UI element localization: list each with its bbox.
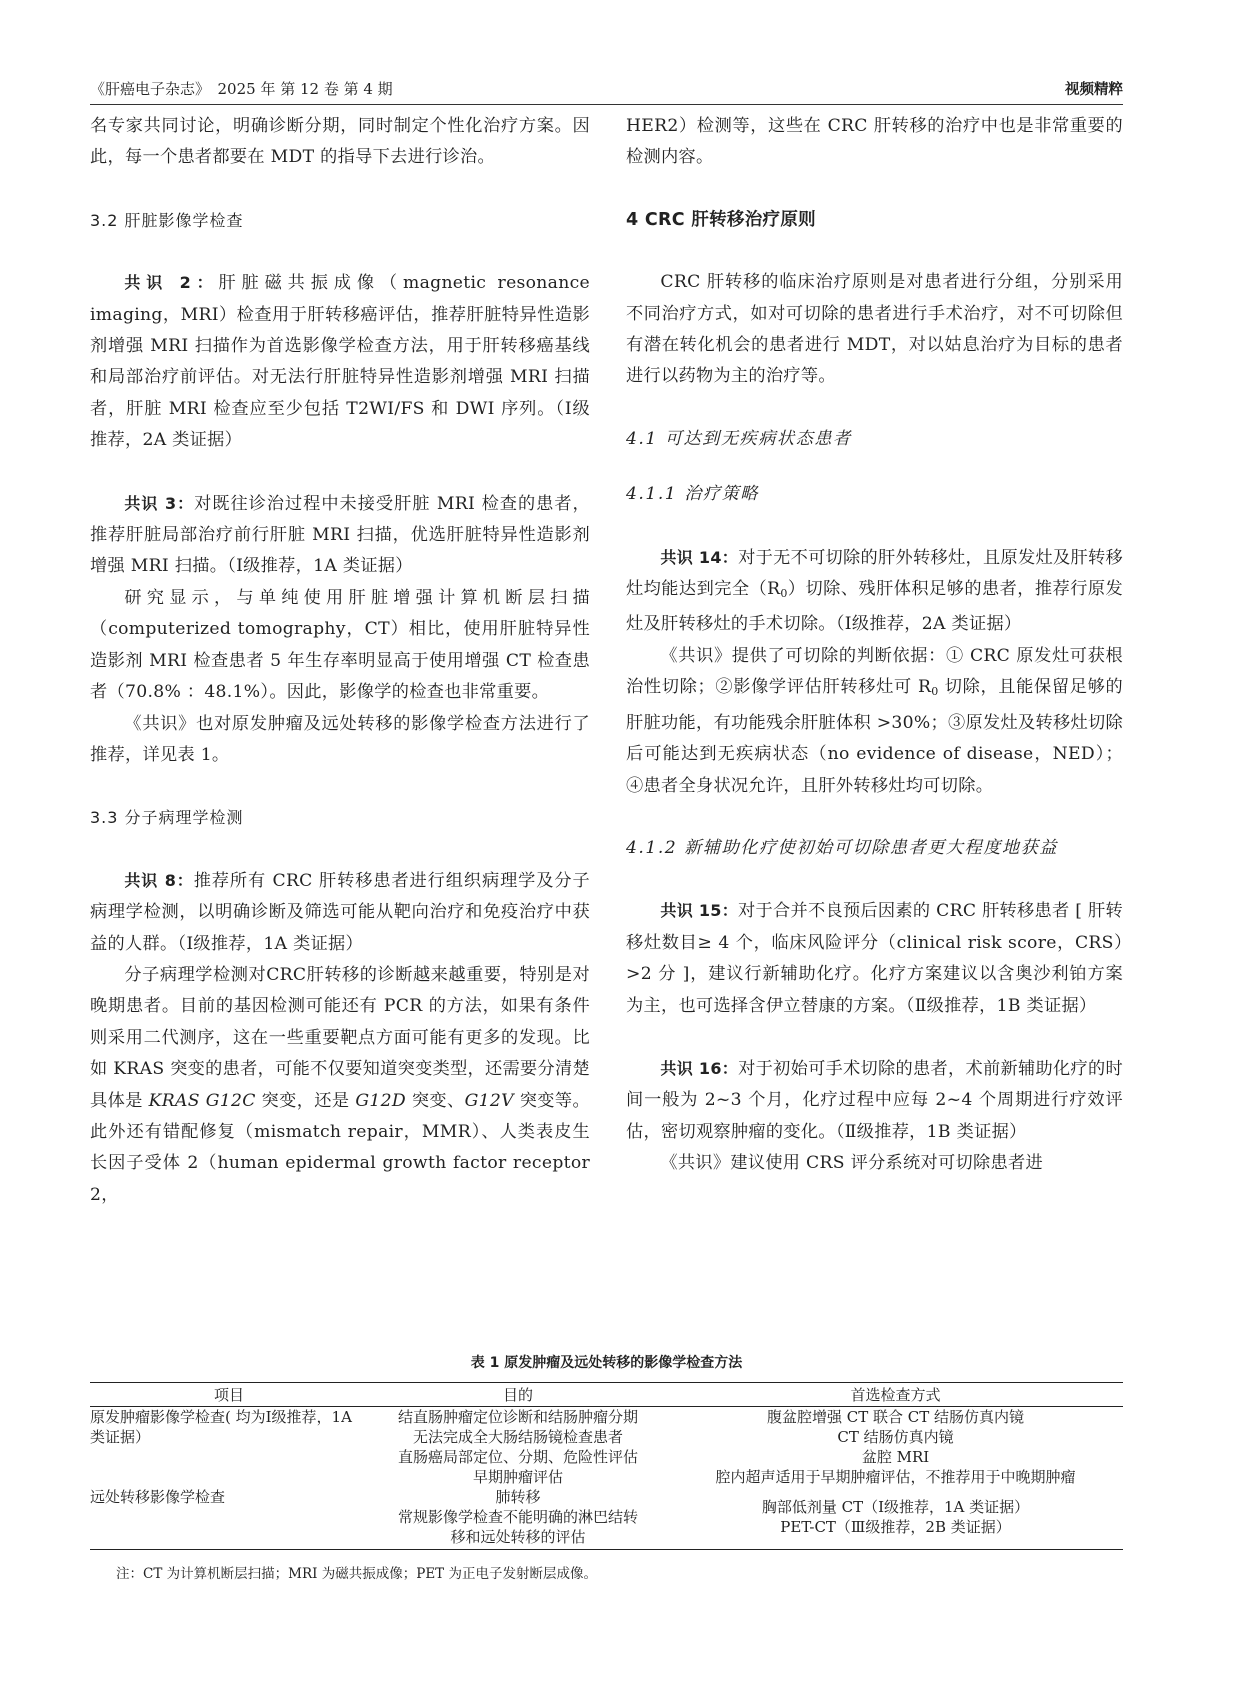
consensus-3-text: 对既往诊治过程中未接受肝脏 MRI 检查的患者，推荐肝脏局部治疗前行肝脏 MRI 扫描，优选肝脏特异性造影剂增强 MRI 扫描。（Ⅰ级推荐，1A 类证据） bbox=[90, 493, 590, 577]
table-row bbox=[90, 1407, 1123, 1488]
method-line: CT 结肠仿真内镜 bbox=[837, 1428, 954, 1446]
molecular-text-1: 分子病理学检测对CRC肝转移的诊断越来越重要，特别是对晚期患者。目前的基因检测可能还有 PCR 的方法，如果有条件则采用二代测序，这在一些重要靶点方面可能有更多的发现。比如 KRAS 突变的患者，可能不仅要知道突变类型，还需要分清楚具体是 bbox=[90, 964, 590, 1111]
purpose-line: 移和远处转移的评估 bbox=[450, 1528, 586, 1546]
method-line: 腹盆腔增强 CT 联合 CT 结肠仿真内镜 bbox=[766, 1408, 1025, 1426]
r0-subscript-2: 0 bbox=[931, 685, 939, 699]
heading-4-1: 4.1 可达到无疾病状态患者 bbox=[626, 428, 852, 449]
consensus-2 bbox=[90, 267, 590, 456]
section-label: 视频精粹 bbox=[1065, 82, 1123, 98]
purpose-line: 常规影像学检查不能明确的淋巴结转 bbox=[397, 1508, 638, 1526]
consensus-3 bbox=[90, 488, 590, 583]
paragraph-resectability bbox=[626, 641, 1123, 802]
consensus-8-label: 共识 8： bbox=[124, 870, 194, 890]
consensus-14-text-b: ）切除、残肝体积足够的患者，推荐行原发灶及肝转移灶的手术切除。（Ⅰ级推荐，2A 类证据） bbox=[626, 579, 1123, 635]
table-1 bbox=[90, 1352, 1123, 1582]
method-line: 盆腔 MRI bbox=[861, 1448, 930, 1466]
resect-text-a: 《共识》提供了可切除的判断依据：① CRC 原发灶可获根治性切除；②影像学评估肝转移灶可 R bbox=[626, 645, 1123, 698]
purpose-line: 直肠癌局部定位、分期、危险性评估 bbox=[397, 1448, 638, 1466]
consensus-8-text: 推荐所有 CRC 肝转移患者进行组织病理学及分子病理学检测，以明确诊断及筛选可能从靶向治疗和免疫治疗中获益的人群。（Ⅰ级推荐，1A 类证据） bbox=[90, 870, 590, 954]
consensus-15 bbox=[626, 895, 1123, 1022]
paragraph-table-ref: 《共识》也对原发肿瘤及远处转移的影像学检查方法进行了推荐，详见表 1。 bbox=[90, 713, 590, 765]
method-line: PET-CT（Ⅲ级推荐，2B 类证据） bbox=[780, 1518, 1011, 1536]
table-note: 注：CT 为计算机断层扫描；MRI 为磁共振成像；PET 为正电子发射断层成像。 bbox=[116, 1566, 597, 1582]
molecular-text-3: 突变、 bbox=[405, 1090, 465, 1111]
consensus-2-label: 共识 2： bbox=[124, 273, 219, 293]
consensus-8 bbox=[90, 865, 590, 960]
journal-info: 《肝癌电子杂志》 2025 年 第 12 卷 第 4 期 bbox=[90, 80, 393, 98]
cell-item: 原发肿瘤影像学检查( 均为Ⅰ级推荐，1A 类证据） bbox=[90, 1408, 352, 1446]
consensus-15-text: 对于合并不良预后因素的 CRC 肝转移患者 [ 肝转移灶数目≥ 4 个，临床风险评分（clinical risk score，CRS）>2 分 ]，建议行新辅助化疗。化疗方案建议以含奥沙利铂方案为主，也可选择含伊立替康的方案。（Ⅱ级推荐，1B 类证据） bbox=[626, 901, 1124, 1016]
header-purpose: 目的 bbox=[368, 1383, 668, 1407]
heading-3-2: 3.2 肝脏影像学检查 bbox=[90, 210, 244, 230]
cell-item: 远处转移影像学检查 bbox=[90, 1487, 368, 1550]
method-line: 腔内超声适用于早期肿瘤评估，不推荐用于中晚期肿瘤 bbox=[715, 1468, 1076, 1486]
consensus-14-text-a: 对于无不可切除的肝外转移灶，且原发灶及肝转移灶均能达到完全（R bbox=[626, 547, 1123, 600]
purpose-line: 早期肿瘤评估 bbox=[472, 1468, 563, 1486]
header-item: 项目 bbox=[90, 1383, 368, 1407]
left-column bbox=[90, 111, 590, 1211]
kras-g12c-term: KRAS G12C bbox=[148, 1090, 256, 1111]
cell-purpose bbox=[368, 1487, 668, 1550]
consensus-16-label: 共识 16： bbox=[660, 1058, 739, 1078]
heading-4-1-1: 4.1.1 治疗策略 bbox=[626, 484, 759, 505]
consensus-14 bbox=[626, 542, 1123, 641]
table-header-row bbox=[90, 1383, 1123, 1407]
imaging-table bbox=[90, 1382, 1123, 1550]
molecular-text-2: 突变，还是 bbox=[255, 1090, 356, 1111]
table-caption: 表 1 原发肿瘤及远处转移的影像学检查方法 bbox=[470, 1355, 743, 1371]
paragraph-crs: 《共识》建议使用 CRS 评分系统对可切除患者进 bbox=[660, 1153, 1043, 1174]
purpose-line: 无法完成全大肠结肠镜检查患者 bbox=[412, 1428, 623, 1446]
heading-4: 4 CRC 肝转移治疗原则 bbox=[626, 209, 816, 230]
g12d-term: G12D bbox=[355, 1090, 406, 1111]
consensus-2-text: 肝脏磁共振成像（magnetic resonance imaging，MRI）检查用于肝转移癌评估，推荐肝脏特异性造影剂增强 MRI 扫描作为首选影像学检查方法，用于肝转移癌基线和局部治疗前评估。对无法行肝脏特异性造影剂增强 MRI 扫描者，肝脏 MRI 检查应至少包括 T2WI/FS 和 DWI 序列。（Ⅰ级推荐，2A 类证据） bbox=[90, 273, 590, 451]
paragraph-mdt: 名专家共同讨论，明确诊断分期，同时制定个性化治疗方案。因此，每一个患者都要在 MDT 的指导下去进行诊治。 bbox=[90, 116, 590, 168]
paragraph-study: 研究显示，与单纯使用肝脏增强计算机断层扫描（computerized tomography，CT）相比，使用肝脏特异性造影剂 MRI 检查患者 5 年生存率明显高于使用增强 CT 检查患者（70.8% ：48.1%）。因此，影像学的检查也非常重要。 bbox=[90, 587, 590, 703]
table-row bbox=[90, 1487, 1123, 1550]
g12v-term: G12V bbox=[464, 1090, 514, 1111]
heading-4-1-2: 4.1.2 新辅助化疗使初始可切除患者更大程度地获益 bbox=[626, 837, 1058, 858]
resect-text-b: 切除，且能保留足够的肝脏功能，有功能残余肝脏体积 >30%；③原发灶及转移灶切除后可能达到无疾病状态（no evidence of disease，NED）；④患者全身状况允许，且肝外转移灶均可切除。 bbox=[626, 677, 1123, 796]
molecular-text-4: 突变等。此外还有错配修复（mismatch repair，MMR）、人类表皮生长因子受体 2（human epidermal growth factor receptor 2， bbox=[90, 1090, 590, 1205]
cell-method bbox=[668, 1407, 1123, 1488]
header-method: 首选检查方式 bbox=[668, 1383, 1123, 1407]
consensus-3-label: 共识 3： bbox=[124, 493, 195, 513]
heading-3-3: 3.3 分子病理学检测 bbox=[90, 808, 244, 828]
cell-method bbox=[668, 1487, 1123, 1550]
cell-purpose bbox=[368, 1407, 668, 1488]
running-header bbox=[90, 78, 1123, 102]
paragraph-her2: HER2）检测等，这些在 CRC 肝转移的治疗中也是非常重要的检测内容。 bbox=[626, 116, 1123, 168]
right-column bbox=[626, 111, 1123, 1180]
consensus-14-label: 共识 14： bbox=[660, 547, 739, 567]
paragraph-principle: CRC 肝转移的临床治疗原则是对患者进行分组，分别采用不同治疗方式，如对可切除的患者进行手术治疗，对不可切除但有潜在转化机会的患者进行 MDT，对以姑息治疗为目标的患者进行以药物为主的治疗等。 bbox=[626, 272, 1123, 387]
method-line: 胸部低剂量 CT（Ⅰ级推荐，1A 类证据） bbox=[761, 1498, 1030, 1516]
consensus-16-text: 对于初始可手术切除的患者，术前新辅助化疗的时间一般为 2~3 个月，化疗过程中应每 2~4 个周期进行疗效评估，密切观察肿瘤的变化。（Ⅱ级推荐，1B 类证据） bbox=[626, 1058, 1123, 1142]
consensus-16 bbox=[626, 1053, 1123, 1148]
paragraph-molecular bbox=[90, 960, 590, 1211]
r0-subscript: 0 bbox=[780, 587, 788, 601]
consensus-15-label: 共识 15： bbox=[660, 901, 739, 921]
header-rule bbox=[90, 104, 1123, 105]
purpose-line: 肺转移 bbox=[495, 1488, 541, 1506]
purpose-line: 结直肠肿瘤定位诊断和结肠肿瘤分期 bbox=[397, 1408, 638, 1426]
